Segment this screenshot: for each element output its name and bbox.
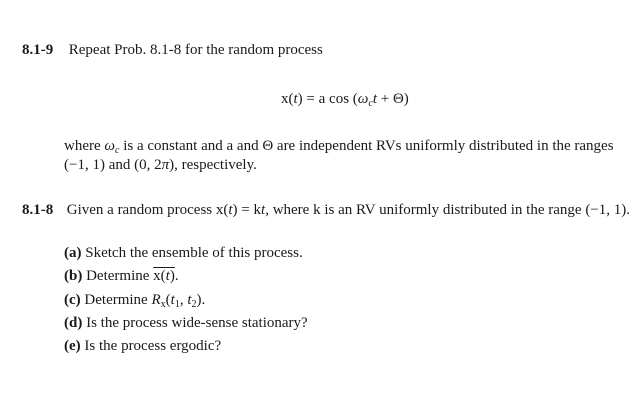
process-equation: x(t) = a $\cos (\omega_ct + \Theta)$ [281,91,409,109]
part-text: Sketch the ensemble of this process. [85,245,303,261]
mean-overline: x(t) [153,268,175,284]
part-label: (d) [64,315,83,331]
problem-8-1-8-header [22,202,630,219]
problem-intro: Repeat Prob. 8.1-8 for the random process [68,42,323,58]
part-label: (e) [64,338,81,354]
problem-statement: Given a random process x(t) = kt, where k is an RV uniformly distributed in the range (−1, 1). [66,202,631,218]
part-label: (b) [64,268,83,284]
problem-8-1-9-header [22,42,323,59]
problem-number: 8.1-8 [22,202,54,218]
part-text: Is the process ergodic? [84,338,222,354]
where-line-1: where $\omega_c$ is a constant and a and Θ are independent RVs uniformly distributed in the ranges [64,138,614,156]
problem-number: 8.1-9 [22,42,54,58]
part-b [64,268,179,285]
part-text: Is the process wide-sense stationary? [86,315,308,331]
part-label: (c) [64,292,81,308]
part-d [64,315,308,332]
part-text: Determine $R_x(t_1$, $t_2$). [84,292,206,310]
part-a [64,245,303,262]
part-c [64,292,205,309]
part-e [64,338,221,355]
part-label: (a) [64,245,82,261]
where-line-2: (−1, 1) and (0, 2π), respectively. [64,157,257,173]
part-text: Determine x(t). [86,268,179,284]
